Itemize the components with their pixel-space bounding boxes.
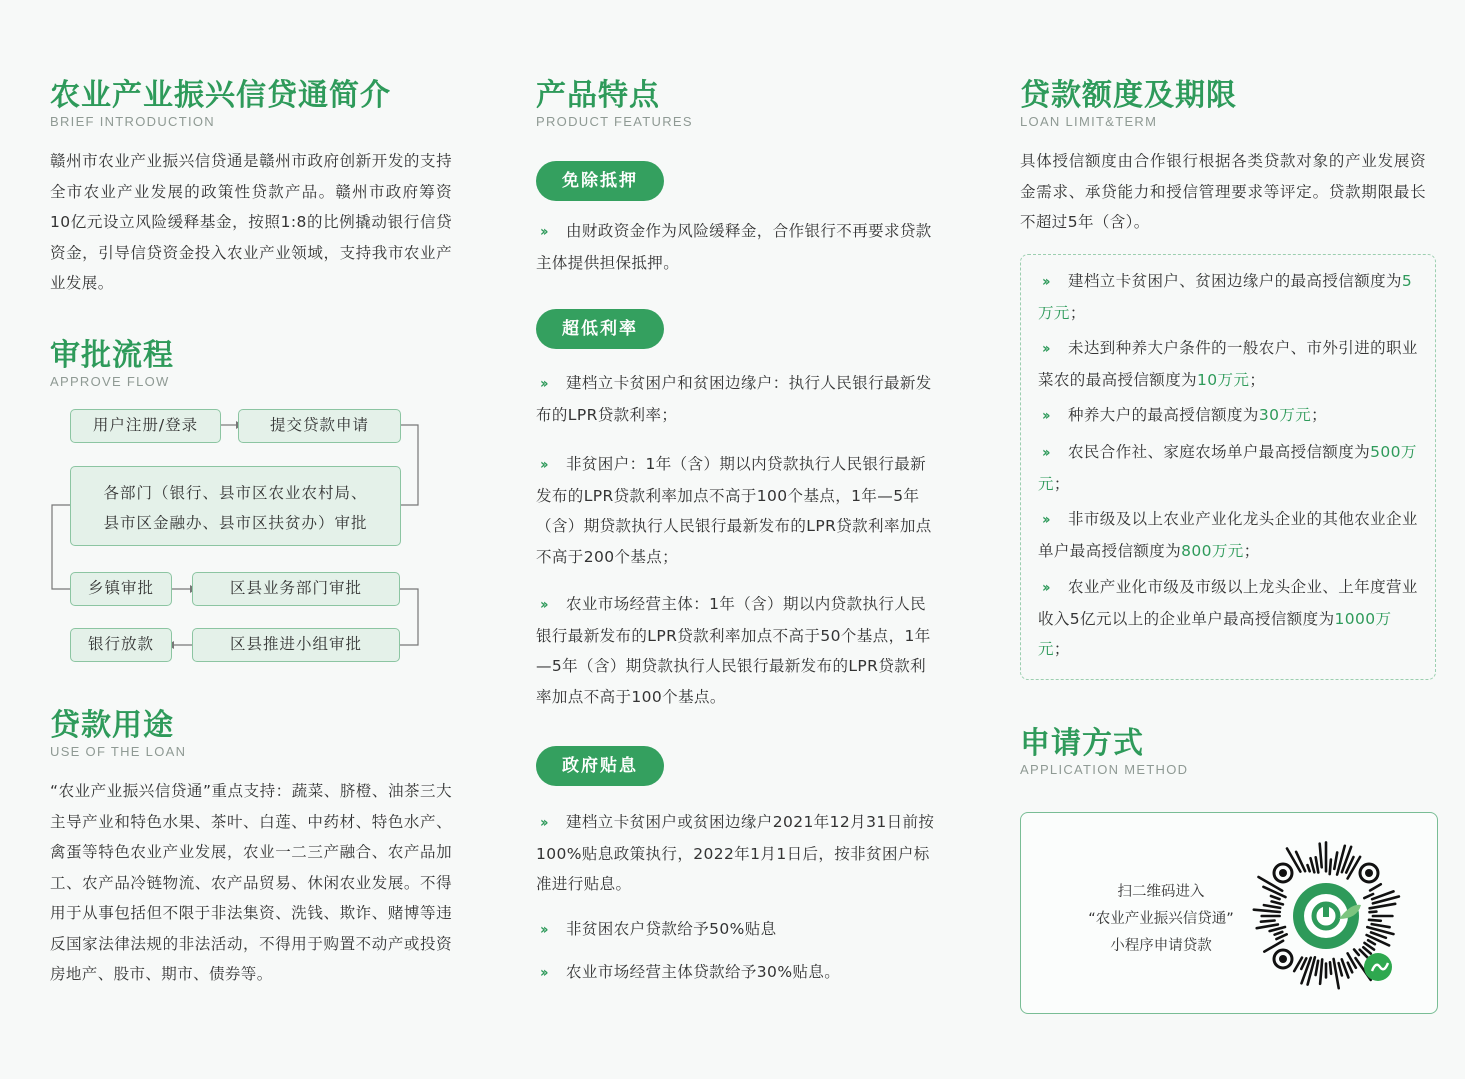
flow-step-county-group: 区县推进小组审批 — [192, 628, 400, 662]
chevron-right-icon: ›› — [540, 597, 546, 613]
feature-low-rate-item-2: ››非贫困户：1年（含）期以内贷款执行人民银行最新发布的LPR贷款利率加点不高于100个基点，1年—5年（含）期贷款执行人民银行最新发布的LPR贷款利率加点不高于200个基点； — [536, 449, 936, 572]
flow-step-departments — [70, 466, 401, 546]
limit-body: 具体授信额度由合作银行根据各类贷款对象的产业发展资金需求、承贷能力和授信管理要求等评定。贷款期限最长不超过5年（含）。 — [1020, 152, 1426, 231]
chevron-right-icon: ›› — [540, 922, 546, 938]
limit-item-4: ››农民合作社、家庭农场单户最高授信额度为500万元； — [1038, 437, 1422, 499]
chevron-right-icon: ›› — [1042, 580, 1048, 596]
flow-step-town: 乡镇审批 — [70, 572, 172, 606]
usage-title: 贷款用途 — [50, 708, 174, 743]
features-title: 产品特点 — [536, 78, 660, 113]
flow-step-departments-line1: 各部门（银行、县市区农业农村局、 — [103, 484, 368, 502]
flow-step-bank-release: 银行放款 — [70, 628, 172, 662]
features-subtitle: PRODUCT FEATURES — [536, 114, 693, 129]
chevron-right-icon: ›› — [540, 815, 546, 831]
apply-instructions: 扫二维码进入 “农业产业振兴信贷通” 小程序申请贷款 — [1088, 884, 1234, 954]
chevron-right-icon: ›› — [1042, 512, 1048, 528]
flow-step-county-business: 区县业务部门审批 — [192, 572, 400, 606]
intro-subtitle: BRIEF INTRODUCTION — [50, 114, 215, 129]
chevron-right-icon: ›› — [1042, 445, 1048, 461]
feature-pill-subsidy: 政府贴息 — [536, 746, 664, 786]
mini-program-qr-code-icon[interactable] — [1243, 833, 1409, 999]
usage-subtitle: USE OF THE LOAN — [50, 744, 187, 759]
limit-item-6: ››农业产业化市级及市级以上龙头企业、上年度营业收入5亿元以上的企业单户最高授信额度为1000万元； — [1038, 572, 1422, 665]
flow-step-departments-line2: 县市区金融办、县市区扶贫办）审批 — [103, 514, 368, 532]
chevron-right-icon: ›› — [540, 224, 546, 240]
limit-item-3: ››种养大户的最高授信额度为30万元； — [1038, 400, 1422, 432]
usage-body: “农业产业振兴信贷通”重点支持：蔬菜、脐橙、油茶三大主导产业和特色水果、茶叶、白莲、中药材、特色水产、禽蛋等特色农业产业发展，农业一二三产融合、农产品加工、农产品冷链物流、农产品贸易、休闲农业发展。不得用于从事包括但不限于非法集资、洗钱、欺诈、赌博等违反国家法律法规的非法活动，不得用于购置不动产或投资房地产、股市、期市、债券等。 — [50, 782, 452, 983]
feature-subsidy-item-2: ››非贫困农户贷款给予50%贴息 — [536, 914, 936, 946]
feature-subsidy-item-1: ››建档立卡贫困户或贫困边缘户2021年12月31日前按100%贴息政策执行，2022年1月1日后，按非贫困户标准进行贴息。 — [536, 807, 936, 900]
chevron-right-icon: ›› — [540, 457, 546, 473]
chevron-right-icon: ›› — [1042, 274, 1048, 290]
apply-subtitle: APPLICATION METHOD — [1020, 762, 1189, 777]
flow-step-submit: 提交贷款申请 — [238, 409, 401, 443]
feature-subsidy-item-3: ››农业市场经营主体贷款给予30%贴息。 — [536, 957, 936, 989]
feature-low-rate-item-1: ››建档立卡贫困户和贫困边缘户：执行人民银行最新发布的LPR贷款利率； — [536, 368, 936, 430]
feature-low-rate-item-3: ››农业市场经营主体：1年（含）期以内贷款执行人民银行最新发布的LPR贷款利率加点不高于50个基点，1年—5年（含）期贷款执行人民银行最新发布的LPR贷款利率加点不高于100个基点。 — [536, 589, 940, 712]
chevron-right-icon: ›› — [1042, 408, 1048, 424]
chevron-right-icon: ›› — [1042, 341, 1048, 357]
approve-title: 审批流程 — [50, 338, 174, 373]
apply-title: 申请方式 — [1020, 726, 1144, 761]
limit-item-5: ››非市级及以上农业产业化龙头企业的其他农业企业单户最高授信额度为800万元； — [1038, 504, 1422, 566]
chevron-right-icon: ›› — [540, 376, 546, 392]
approve-flowchart — [50, 405, 450, 665]
feature-pill-low-rate: 超低利率 — [536, 309, 664, 349]
limit-title: 贷款额度及期限 — [1020, 78, 1237, 113]
feature-pill-no-mortgage: 免除抵押 — [536, 161, 664, 201]
limit-item-2: ››未达到种养大户条件的一般农户、市外引进的职业菜农的最高授信额度为10万元； — [1038, 333, 1422, 395]
apply-qr-card — [1020, 812, 1438, 1014]
approve-subtitle: APPROVE FLOW — [50, 374, 170, 389]
flow-step-register: 用户注册/登录 — [70, 409, 221, 443]
limit-subtitle: LOAN LIMIT&TERM — [1020, 114, 1158, 129]
chevron-right-icon: ›› — [540, 965, 546, 981]
intro-body: 赣州市农业产业振兴信贷通是赣州市政府创新开发的支持全市农业产业发展的政策性贷款产品。赣州市政府筹资10亿元设立风险缓释基金，按照1:8的比例撬动银行信贷资金，引导信贷资金投入农业产业领域，支持我市农业产业发展。 — [50, 152, 452, 292]
limit-item-1: ››建档立卡贫困户、贫困边缘户的最高授信额度为5万元； — [1038, 266, 1422, 328]
intro-title: 农业产业振兴信贷通简介 — [50, 78, 391, 113]
feature-no-mortgage-item: ››由财政资金作为风险缓释金，合作银行不再要求贷款主体提供担保抵押。 — [536, 216, 936, 278]
